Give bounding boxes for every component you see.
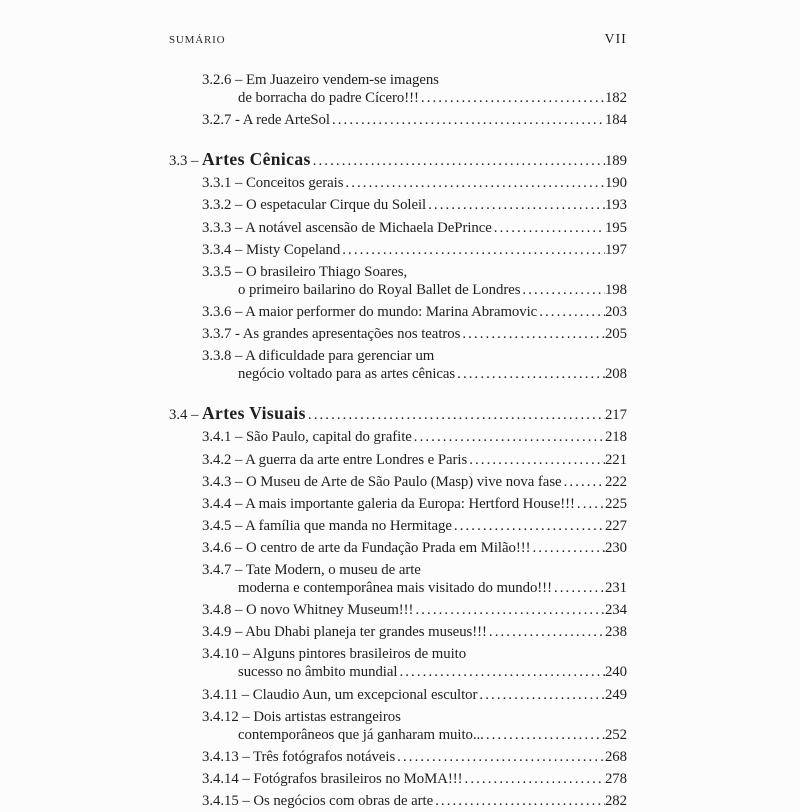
toc-entry xyxy=(169,684,627,706)
toc-entry-continuation xyxy=(169,363,627,385)
toc-entry-line xyxy=(169,537,627,559)
toc-entry-line xyxy=(169,768,627,790)
toc-page-number: 282 xyxy=(604,793,627,809)
toc-entry-line xyxy=(169,493,627,515)
toc-list xyxy=(169,69,627,812)
toc-entry-line xyxy=(169,217,627,239)
toc-entry-text: 3.4.5 – A família que manda no Hermitage xyxy=(202,517,452,534)
toc-entry-text: 3.2.6 – Em Juazeiro vendem-se imagens xyxy=(202,72,439,88)
toc-entry-text: 3.4.13 – Três fotógrafos notáveis xyxy=(202,748,396,765)
toc-entry-text: 3.2.7 - A rede ArteSol xyxy=(202,112,330,129)
toc-entry-line xyxy=(169,109,627,131)
toc-entry xyxy=(169,746,627,768)
toc-page-number: 234 xyxy=(604,602,627,619)
toc-entry xyxy=(169,323,627,345)
toc-entry xyxy=(169,493,627,515)
dot-leader xyxy=(564,471,605,493)
dot-leader xyxy=(457,363,605,385)
dot-leader xyxy=(494,217,605,239)
toc-entry-line xyxy=(169,599,627,621)
dot-leader xyxy=(399,661,605,683)
toc-section-line xyxy=(169,402,627,426)
toc-entry-text: 3.4.3 – O Museu de Arte de São Paulo (Masp) vive nova fase xyxy=(202,473,562,490)
toc-page-number: 268 xyxy=(604,748,627,765)
toc-entry-text: 3.3.6 – A maior performer do mundo: Marina Abramovic xyxy=(202,303,538,320)
dot-leader xyxy=(465,768,605,790)
toc-section-entry xyxy=(169,148,627,172)
toc-page-number: 182 xyxy=(604,90,627,107)
toc-entry-line xyxy=(169,621,627,643)
toc-entry-text: 3.4.12 – Dois artistas estrangeiros xyxy=(202,708,401,725)
toc-entry-line xyxy=(169,239,627,261)
toc-entry-text: 3.4.10 – Alguns pintores brasileiros de muito xyxy=(202,646,467,663)
toc-entry-text: negócio voltado para as artes cênicas xyxy=(238,366,456,383)
toc-entry-line xyxy=(169,790,627,812)
dot-leader xyxy=(435,790,605,812)
toc-page-number: 238 xyxy=(604,624,627,641)
running-head-title: SUMÁRIO xyxy=(169,34,226,46)
dot-leader xyxy=(414,426,605,448)
dot-leader xyxy=(486,724,605,746)
toc-page-number: 217 xyxy=(604,407,627,424)
toc-entry xyxy=(169,194,627,216)
page-number-roman: VII xyxy=(604,31,627,46)
toc-entry-text: 3.3.1 – Conceitos gerais xyxy=(202,175,344,192)
toc-page-number: 197 xyxy=(604,241,627,258)
toc-entry xyxy=(169,345,627,385)
toc-entry xyxy=(169,790,627,812)
toc-entry xyxy=(169,172,627,194)
toc-entry xyxy=(169,301,627,323)
dot-leader xyxy=(308,404,605,426)
toc-section-number: 3.3 – xyxy=(169,153,202,170)
dot-leader xyxy=(415,599,605,621)
toc-entry xyxy=(169,261,627,301)
toc-entry xyxy=(169,449,627,471)
toc-entry-text: 3.3.5 – O brasileiro Thiago Soares, xyxy=(202,263,408,280)
toc-entry-text: 3.4.4 – A mais importante galeria da Europa: Hertford House!!! xyxy=(202,495,575,512)
dot-leader xyxy=(577,493,605,515)
toc-entry xyxy=(169,643,627,683)
toc-entry-text: 3.4.7 – Tate Modern, o museu de arte xyxy=(202,561,421,578)
toc-page-number: 205 xyxy=(604,326,627,343)
dot-leader xyxy=(522,279,605,301)
toc-entry-text: 3.3.3 – A notável ascensão de Michaela DePrince xyxy=(202,219,492,236)
dot-leader xyxy=(421,87,605,109)
toc-page-number: 240 xyxy=(604,664,627,681)
dot-leader xyxy=(342,239,605,261)
toc-entry-text: contemporâneos que já ganharam muito... xyxy=(238,726,484,743)
dot-leader xyxy=(469,449,605,471)
toc-page-number: 195 xyxy=(604,219,627,236)
toc-section-title: Artes Cênicas xyxy=(202,149,311,170)
dot-leader xyxy=(539,301,605,323)
toc-entry-text: sucesso no âmbito mundial xyxy=(238,664,398,681)
toc-section-entry xyxy=(169,402,627,426)
toc-page-number: 230 xyxy=(604,539,627,556)
toc-entry-text: 3.4.15 – Os negócios com obras de arte xyxy=(202,793,434,809)
dot-leader xyxy=(345,172,605,194)
toc-entry xyxy=(169,69,627,109)
toc-entry-line xyxy=(169,172,627,194)
toc-entry xyxy=(169,239,627,261)
toc-entry-line xyxy=(169,471,627,493)
dot-leader xyxy=(554,577,605,599)
toc-entry-text: 3.3.2 – O espetacular Cirque du Soleil xyxy=(202,197,427,214)
toc-entry xyxy=(169,109,627,131)
toc-entry-text: 3.3.4 – Misty Copeland xyxy=(202,241,341,258)
toc-entry-text: 3.4.2 – A guerra da arte entre Londres e Paris xyxy=(202,451,468,468)
toc-entry xyxy=(169,621,627,643)
toc-page-number: 225 xyxy=(604,495,627,512)
toc-section-title: Artes Visuais xyxy=(202,403,306,424)
toc-entry-continuation xyxy=(169,87,627,109)
toc-entry xyxy=(169,706,627,746)
toc-page-number: 203 xyxy=(604,303,627,320)
toc-entry-text: 3.4.8 – O novo Whitney Museum!!! xyxy=(202,602,414,619)
toc-entry-text: 3.4.6 – O centro de arte da Fundação Prada em Milão!!! xyxy=(202,539,531,556)
toc-entry-text: 3.4.9 – Abu Dhabi planeja ter grandes museus!!! xyxy=(202,624,487,641)
toc-entry-line xyxy=(169,323,627,345)
dot-leader xyxy=(462,323,605,345)
toc-page-number: 231 xyxy=(604,580,627,597)
toc-entry-line xyxy=(169,515,627,537)
toc-entry-text: 3.4.14 – Fotógrafos brasileiros no MoMA!!! xyxy=(202,770,463,787)
toc-page-number: 208 xyxy=(604,366,627,383)
toc-page-number: 227 xyxy=(604,517,627,534)
toc-entry xyxy=(169,559,627,599)
dot-leader xyxy=(397,746,605,768)
toc-entry-text: o primeiro bailarino do Royal Ballet de Londres xyxy=(238,281,521,298)
toc-page-number: 222 xyxy=(604,473,627,490)
toc-entry xyxy=(169,217,627,239)
toc-entry xyxy=(169,768,627,790)
toc-page-number: 252 xyxy=(604,726,627,743)
toc-entry-line xyxy=(169,194,627,216)
toc-entry xyxy=(169,515,627,537)
toc-page-number: 278 xyxy=(604,770,627,787)
toc-entry-text: 3.3.7 - As grandes apresentações nos teatros xyxy=(202,326,461,343)
toc-page-number: 189 xyxy=(604,153,627,170)
toc-entry xyxy=(169,537,627,559)
toc-entry-text: 3.4.11 – Claudio Aun, um excepcional escultor xyxy=(202,686,478,703)
dot-leader xyxy=(479,684,605,706)
toc-section-number: 3.4 – xyxy=(169,407,202,424)
toc-page-number: 221 xyxy=(604,451,627,468)
toc-page-number: 198 xyxy=(604,281,627,298)
dot-leader xyxy=(489,621,605,643)
dot-leader xyxy=(332,109,605,131)
toc-page-number: 184 xyxy=(604,112,627,129)
dot-leader xyxy=(428,194,605,216)
toc-entry-line xyxy=(169,746,627,768)
toc-entry-continuation xyxy=(169,577,627,599)
dot-leader xyxy=(454,515,605,537)
toc-entry-text: 3.3.8 – A dificuldade para gerenciar um xyxy=(202,348,435,365)
toc-entry xyxy=(169,426,627,448)
toc-entry-continuation xyxy=(169,724,627,746)
dot-leader xyxy=(532,537,604,559)
toc-page-number: 190 xyxy=(604,175,627,192)
toc-entry-text: 3.4.1 – São Paulo, capital do grafite xyxy=(202,429,412,446)
toc-entry-continuation xyxy=(169,279,627,301)
toc-entry xyxy=(169,471,627,493)
toc-page-number: 193 xyxy=(604,197,627,214)
toc-entry-line xyxy=(169,684,627,706)
toc-entry-text: moderna e contemporânea mais visitado do mundo!!! xyxy=(238,580,552,597)
toc-entry xyxy=(169,599,627,621)
toc-page-number: 249 xyxy=(604,686,627,703)
toc-page-number: 218 xyxy=(604,429,627,446)
toc-section-line xyxy=(169,148,627,172)
toc-entry-text: de borracha do padre Cícero!!! xyxy=(238,90,419,107)
toc-entry-line xyxy=(169,301,627,323)
toc-entry-line xyxy=(169,426,627,448)
dot-leader xyxy=(313,150,605,172)
toc-entry-line xyxy=(169,449,627,471)
